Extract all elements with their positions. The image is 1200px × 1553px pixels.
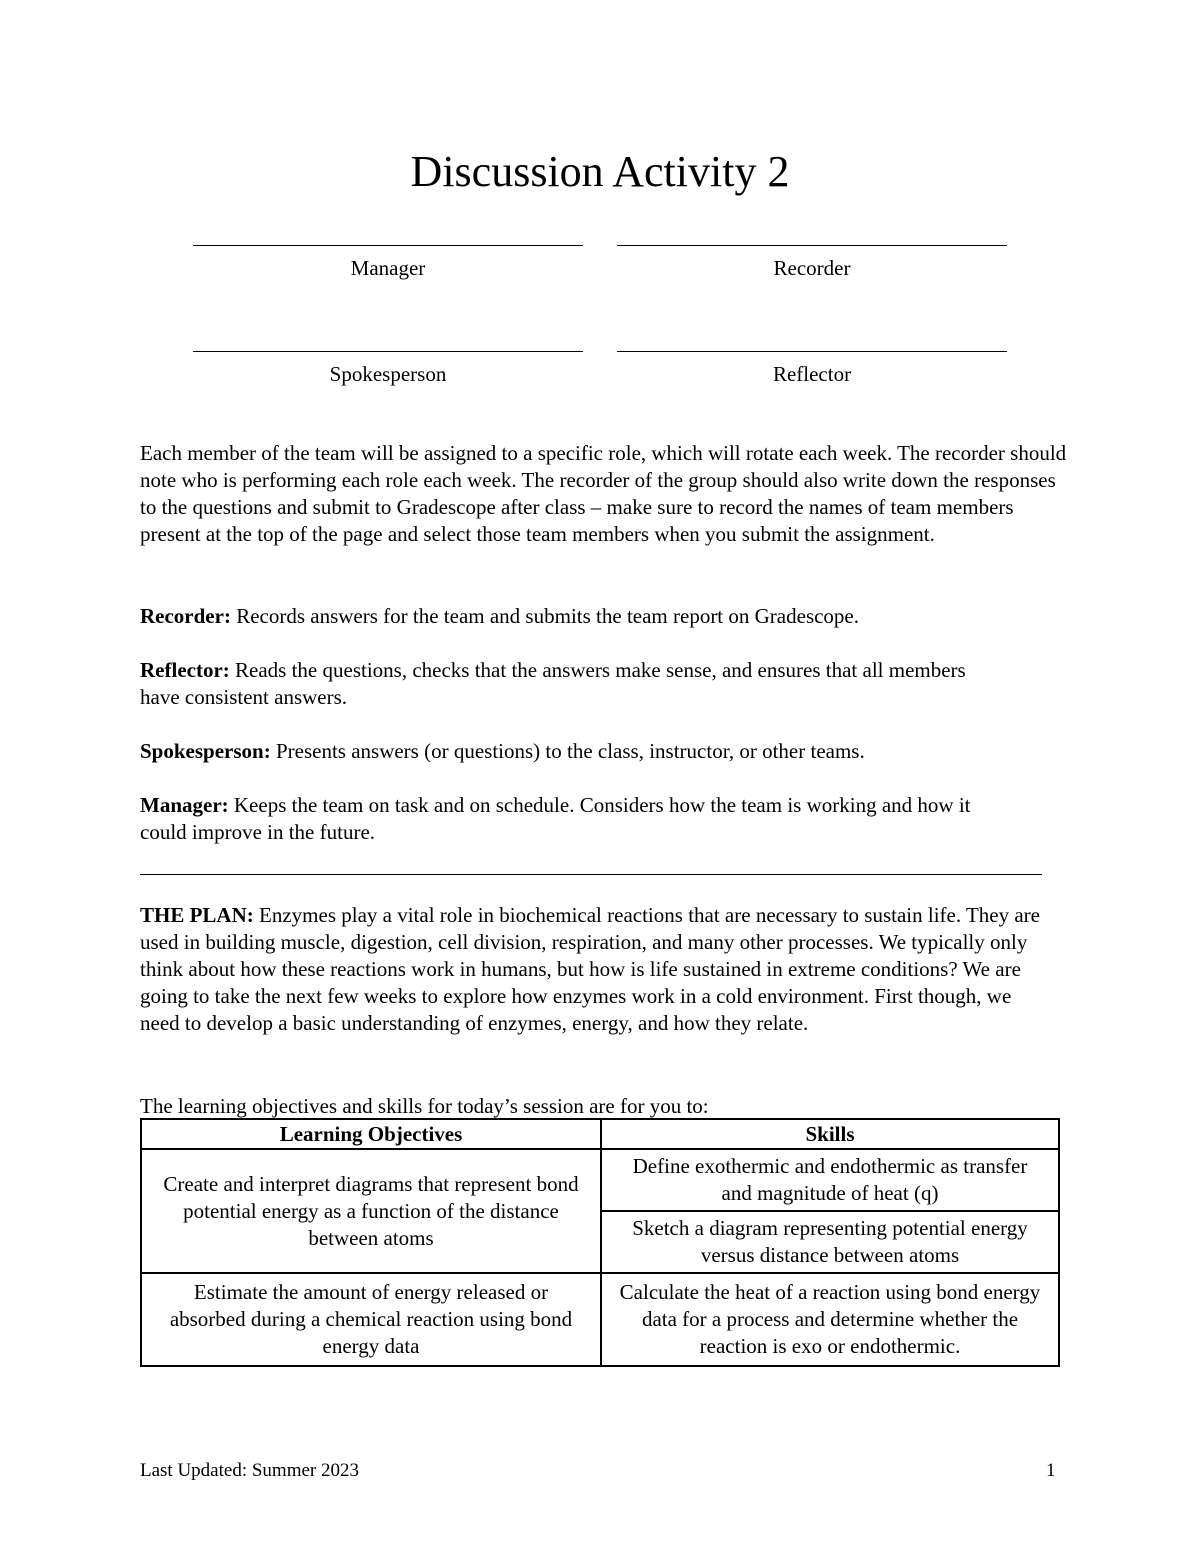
signature-line (617, 351, 1007, 352)
skill-cell-1b: Sketch a diagram representing potential energy versus distance between atoms (601, 1211, 1059, 1273)
section-divider (140, 874, 1042, 875)
role-label-spokesperson: Spokesperson (329, 362, 447, 386)
signature-manager (193, 245, 583, 282)
role-desc-reflector-label: Reflector: (140, 658, 230, 682)
page-title: Discussion Activity 2 (410, 147, 790, 196)
skill-cell-1a: Define exothermic and endothermic as transfer and magnitude of heat (q) (601, 1149, 1059, 1211)
role-desc-spokesperson-label: Spokesperson: (140, 739, 271, 763)
role-desc-recorder-text: Records answers for the team and submits the team report on Gradescope. (230, 604, 860, 628)
role-desc-manager-text: Keeps the team on task and on schedule. Considers how the team is working and how it could improve in the future. (140, 793, 971, 844)
signature-line (193, 245, 583, 246)
signature-line (617, 245, 1007, 246)
plan-text: Enzymes play a vital role in biochemical reactions that are necessary to sustain life. They are used in building muscle, digestion, cell division, respiration, and many other processes. We typically only think about how these reactions work in humans, but how is life sustained in extreme conditions? We are going to take the next few weeks to explore how enzymes work in a cold environment. First though, we need to develop a basic understanding of enzymes, energy, and how they relate. (140, 903, 1040, 1035)
role-desc-reflector (140, 657, 1000, 711)
role-desc-spokesperson-text: Presents answers (or questions) to the class, instructor, or other teams. (270, 739, 865, 763)
objectives-table (140, 1118, 1060, 1367)
intro-paragraph: Each member of the team will be assigned to a specific role, which will rotate each week. The recorder should note who is performing each role each week. The recorder of the group should also write down the responses to the questions and submit to Gradescope after class – make sure to record the names of team members present at the top of the page and select those team members when you submit the assignment. (140, 441, 1067, 546)
signature-recorder (617, 245, 1007, 282)
header-learning-objectives: Learning Objectives (141, 1119, 601, 1149)
footer-last-updated: Last Updated: Summer 2023 (140, 1460, 359, 1481)
objective-cell-2: Estimate the amount of energy released or absorbed during a chemical reaction using bond energy data (141, 1273, 601, 1366)
role-desc-manager (140, 792, 1020, 846)
signature-spokesperson (193, 351, 583, 388)
signature-line (193, 351, 583, 352)
role-desc-recorder-label: Recorder: (140, 604, 231, 628)
role-desc-reflector-text: Reads the questions, checks that the answers make sense, and ensures that all members have consistent answers. (140, 658, 966, 709)
role-desc-recorder (140, 603, 1070, 630)
role-label-manager: Manager (350, 256, 426, 280)
role-label-reflector: Reflector (772, 362, 852, 386)
objectives-intro: The learning objectives and skills for today’s session are for you to: (140, 1094, 709, 1118)
table-header-row (141, 1119, 1059, 1149)
footer-page-number: 1 (1046, 1460, 1056, 1481)
plan-paragraph (140, 902, 1040, 1037)
role-desc-spokesperson (140, 738, 1070, 765)
signature-reflector (617, 351, 1007, 388)
table-row (141, 1149, 1059, 1211)
plan-label: THE PLAN: (140, 903, 254, 927)
role-desc-manager-label: Manager: (140, 793, 229, 817)
skill-cell-2: Calculate the heat of a reaction using bond energy data for a process and determine whether the reaction is exo or endothermic. (601, 1273, 1059, 1366)
table-row (141, 1273, 1059, 1366)
objective-cell-1: Create and interpret diagrams that represent bond potential energy as a function of the distance between atoms (141, 1149, 601, 1273)
header-skills: Skills (601, 1119, 1059, 1149)
role-label-recorder: Recorder (773, 256, 851, 280)
